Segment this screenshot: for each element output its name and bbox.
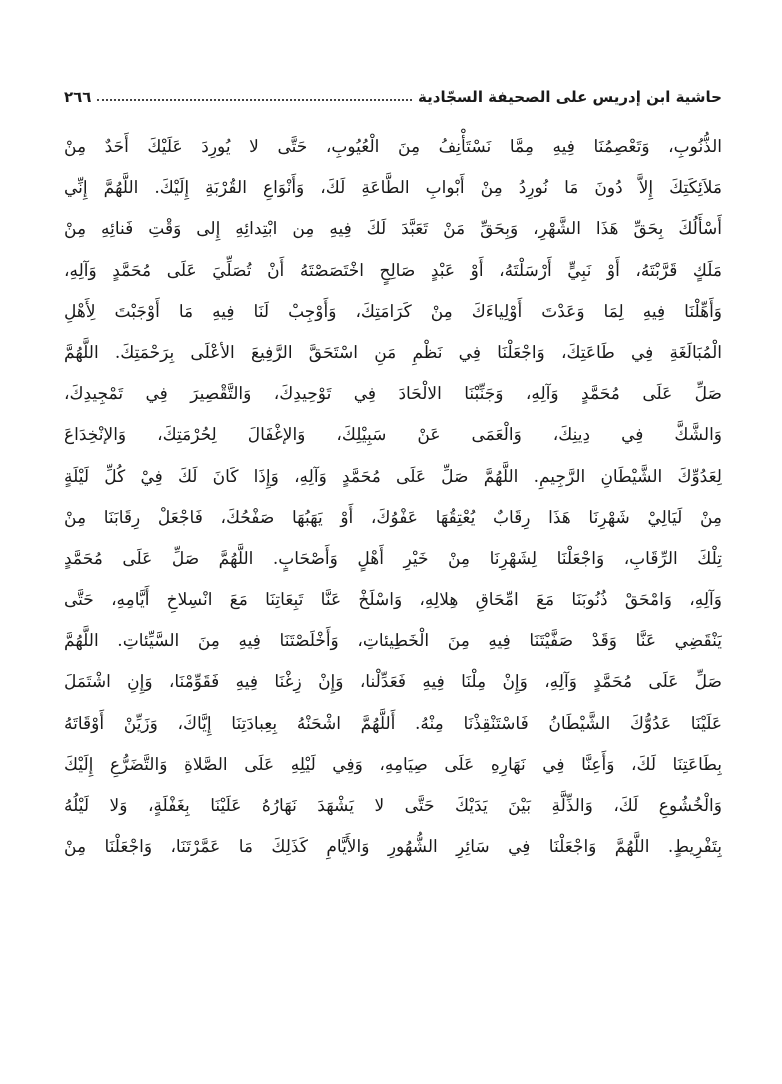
text-line: صَلِّ عَلَى مُحَمَّدٍ وَآلِهِ، وَإِنْ مِلْنَا فِيهِ فَعَدِّلْنا، وَإِنْ زِغْنَا فِيهِ فَقَوِّمْنَا، وَإِنِ اشْتَمَلَ [64,672,722,693]
text-line: لِعَدُوِّكَ الشَّيْطَانِ الرَّجِيمِ. اللَّهُمَّ صَلِّ عَلَى مُحَمَّدٍ وَآلِهِ، وَإِذَا كَانَ لَكَ فِيْ كُلِّ لَيْلَةٍ [64,466,722,487]
body-text [64,128,722,869]
text-line: بِطَاعَتِنَا لَكَ، وَأَعِنَّا فِي نَهَارِهِ عَلَى صِيَامِهِ، وَفِي لَيْلِهِ عَلَى الصَّلاةِ وَالتَّضَرُّعِ إِلَيْكَ [64,754,722,775]
text-line: وَآلِهِ، وَامْحَقْ ذُنُوبَنَا مَعَ امِّحَاقِ هِلالِهِ، وَاسْلَخْ عَنَّا تَبِعَاتِنَا مَعَ انْسِلاخِ أَيَّامِهِ، حَتَّى [64,590,722,611]
text-line: مَلاَئِكَتِكَ إِلاَّ دُونَ مَا نُورِدُ مِنْ أَبْوابِ الطَّاعَةِ لَكَ، وَأَنْوَاعِ القُرْبَةِ إِلَيْكَ. اللَّهُمَّ إِنِّي [64,178,722,199]
text-line: وَأَهِّلْنَا فِيهِ لِمَا وَعَدْتَ أَوْلِياءَكَ مِنْ كَرَامَتِكَ، وَأَوْجِبْ لَنَا فِيهِ مَا أَوْجَبْتَ لِأَهْلِ [64,301,722,322]
text-line: وَالْخُشُوعِ لَكَ، وَالذِّلَّةِ بَيْنَ يَدَيْكَ حَتَّى لا يَشْهَدَ نَهَارُهُ عَلَيْنَا بِغَفْلَةٍ، وَلا لَيْلُهُ [64,796,722,816]
running-title: حاشية ابن إدريس على الصحيفة السجّادية [418,88,722,106]
text-line: مِنْ لَيَالِيْ شَهْرِنَا هَذَا رِقَابٌ يُعْتِقُهَا عَفْوُكَ، أَوْ يَهَبُهَا صَفْحُكَ، فَاجْعَلْ رِقَابَنَا مِنْ [64,507,722,528]
text-line: بِتَفْرِيطٍ. اللَّهُمَّ وَاجْعَلْنَا فِي سَائِرِ الشُّهُورِ وَالأَيَّامِ كَذَلِكَ مَا عَمَّرْتَنَا، وَاجْعَلْنَا مِنْ [64,837,722,858]
text-line: مَلَكٍ قَرَّبْتَهُ، أَوْ نَبِيٍّ أَرْسَلْتَهُ، أَوْ عَبْدٍ صَالِحٍ اخْتَصَصْتَهُ أَنْ تُصَلِّيَ عَلَى مُحَمَّدٍ وَآلِهِ، [64,260,722,281]
page-header [64,76,722,106]
text-line: صَلِّ عَلَى مُحَمَّدٍ وَآلِهِ، وَجَنِّبْنَا الالْحَادَ فِي تَوْحِيدِكَ، وَالتَّقْصِيرَ فِي تَمْجِيدِكَ، [64,384,722,405]
text-line: أَسْأَلُكَ بِحَقِّ هَذَا الشَّهْرِ، وَبِحَقِّ مَنْ تَعَبَّدَ لَكَ فِيهِ مِن ابْتِدائِهِ إِلى وَقْتِ فَنائِهِ مِنْ [64,219,722,240]
text-line: تِلْكَ الرِّقَابِ، وَاجْعَلْنَا لِشَهْرِنَا مِنْ خَيْرِ أَهْلٍ وَأَصْحَابٍ. اللَّهُمَّ صَلِّ عَلَى مُحَمَّدٍ [64,548,722,569]
text-line: وَالشَّكَّ فِي دِينِكَ، وَالْعَمَى عَنْ سَبِيْلِكَ، وَالإغْفَالَ لِحُرْمَتِكَ، وَالإنْخِدَاعَ [64,425,722,446]
dotted-leader [97,99,412,101]
page-number: ٢٦٦ [64,88,92,106]
text-line: يَنْقَضِي عَنَّا وَقَدْ صَفَّيْتَنَا فِيهِ مِنَ الْخَطِيئاتِ، وَأَخْلَصْتَنَا فِيهِ مِنَ السَّيِّئاتِ. اللَّهُمَّ [64,631,722,652]
text-line: الْمُبَالَغَةِ فِي طَاعَتِكَ، وَاجْعَلْنَا فِي نَظْمِ مَنِ اسْتَحَقَّ الرَّفِيعَ الأعْلَى بِرَحْمَتِكَ. اللَّهُمَّ [64,342,722,363]
text-line: الذُّنُوبِ، وَتَعْصِمُنَا فِيهِ مِمَّا نَسْتَأْنِفُ مِنَ الْعُيُوبِ، حَتَّى لا يُورِدَ عَلَيْكَ أَحَدٌ مِنْ [64,137,722,157]
text-line: عَلَيْنَا عَدُوُّكَ الشَّيْطَانُ فَاسْتَنْقِذْنَا مِنْهُ. أَللَّهُمَّ اشْحَنْهُ بِعِبادَتِنَا إِيَّاكَ، وَزَيِّنْ أَوْقَاتَهُ [64,713,722,734]
